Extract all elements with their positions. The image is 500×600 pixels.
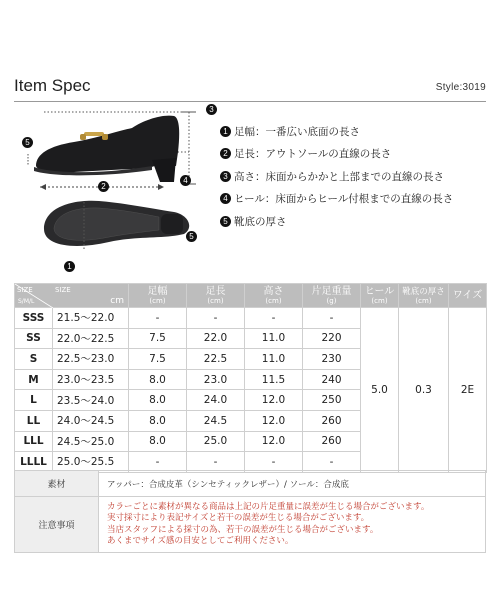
- note-line: カラーごとに素材が異なる商品は上記の片足重量に誤差が生じる場合がございます。: [107, 501, 430, 512]
- marker-3: 3: [206, 104, 217, 115]
- legend-item: [220, 165, 490, 188]
- height-cell: 11.0: [245, 349, 303, 370]
- shoe-illustration-area: [14, 104, 224, 274]
- height-cell: -: [245, 308, 303, 329]
- weight-cell: 240: [303, 369, 361, 390]
- corner-size-label: SIZE: [17, 286, 33, 294]
- width-cell: -: [129, 452, 187, 473]
- heel-cell: 5.0: [361, 308, 399, 473]
- notes-label: 注意事項: [15, 497, 99, 553]
- length-cell: 23.0: [187, 369, 245, 390]
- cm-cell: 25.0～25.5: [53, 452, 129, 473]
- height-cell: 12.0: [245, 390, 303, 411]
- length-cell: 22.0: [187, 328, 245, 349]
- cm-cell: 23.0～23.5: [53, 369, 129, 390]
- header-foot-width: 足幅 (cm): [129, 284, 187, 308]
- marker-1: 1: [64, 261, 75, 272]
- notes-text: [99, 497, 486, 553]
- weight-cell: 230: [303, 349, 361, 370]
- legend-text: 靴底の厚さ: [234, 215, 287, 228]
- header-weight: 片足重量 (g): [303, 284, 361, 308]
- size-spec-table: [14, 283, 487, 473]
- weight-cell: 250: [303, 390, 361, 411]
- width-cell: 8.0: [129, 390, 187, 411]
- height-cell: 11.0: [245, 328, 303, 349]
- wise-cell: 2E: [449, 308, 487, 473]
- shoe-side-view: [14, 104, 224, 274]
- width-cell: 8.0: [129, 431, 187, 452]
- legend-item: [220, 210, 490, 233]
- size-cell: L: [15, 390, 53, 411]
- weight-cell: -: [303, 452, 361, 473]
- corner-size-label-2: SIZE: [55, 286, 71, 294]
- size-cell: M: [15, 369, 53, 390]
- height-cell: 12.0: [245, 431, 303, 452]
- size-cell: SSS: [15, 308, 53, 329]
- number-badge: 5: [220, 216, 231, 227]
- legend-item: [220, 120, 490, 143]
- material-row: [15, 471, 486, 497]
- width-cell: 8.0: [129, 369, 187, 390]
- size-cell: LLL: [15, 431, 53, 452]
- number-badge: 2: [220, 148, 231, 159]
- measurement-legend: [220, 120, 490, 233]
- length-cell: 24.5: [187, 410, 245, 431]
- page-title: Item Spec: [14, 76, 91, 95]
- spec-header: [14, 76, 486, 100]
- table-row: [15, 308, 487, 329]
- length-cell: -: [187, 308, 245, 329]
- cm-cell: 22.5～23.0: [53, 349, 129, 370]
- legend-item: [220, 188, 490, 211]
- legend-text: 高さ：床面からかかと上部までの直線の長さ: [234, 170, 444, 183]
- length-cell: 25.0: [187, 431, 245, 452]
- cm-cell: 24.5～25.0: [53, 431, 129, 452]
- number-badge: 1: [220, 126, 231, 137]
- material-notes-table: [14, 470, 486, 553]
- length-cell: 24.0: [187, 390, 245, 411]
- note-line: 当店スタッフによる採寸の為、若干の誤差が生じる場合がございます。: [107, 524, 379, 535]
- cm-cell: 22.0～22.5: [53, 328, 129, 349]
- corner-size-sub: S/M/L: [18, 298, 35, 305]
- height-cell: 12.0: [245, 410, 303, 431]
- marker-5-top: 5: [22, 137, 33, 148]
- legend-text: 足長：アウトソールの直線の長さ: [234, 148, 392, 161]
- material-value: アッパー：合成皮革（シンセティックレザー）/ ソール：合成底: [99, 471, 486, 497]
- corner-unit: cm: [110, 296, 124, 306]
- length-cell: -: [187, 452, 245, 473]
- weight-cell: 220: [303, 328, 361, 349]
- number-badge: 4: [220, 193, 231, 204]
- width-cell: -: [129, 308, 187, 329]
- header-wise: ワイズ: [449, 284, 487, 308]
- size-cell: SS: [15, 328, 53, 349]
- length-cell: 22.5: [187, 349, 245, 370]
- size-cell: S: [15, 349, 53, 370]
- note-line: 実寸採寸により表記サイズと若干の誤差が生じる場合がございます。: [107, 513, 370, 523]
- legend-item: [220, 143, 490, 166]
- table-header-row: [15, 284, 487, 308]
- header-heel: ヒール (cm): [361, 284, 399, 308]
- cm-cell: 21.5～22.0: [53, 308, 129, 329]
- width-cell: 7.5: [129, 349, 187, 370]
- weight-cell: -: [303, 308, 361, 329]
- legend-text: 足幅：一番広い底面の長さ: [234, 125, 360, 138]
- notes-row: [15, 497, 486, 553]
- marker-2: 2: [98, 181, 109, 192]
- cm-cell: 24.0～24.5: [53, 410, 129, 431]
- size-cell: LLLL: [15, 452, 53, 473]
- weight-cell: 260: [303, 410, 361, 431]
- weight-cell: 260: [303, 431, 361, 452]
- size-cell: LL: [15, 410, 53, 431]
- header-divider: [14, 101, 486, 102]
- marker-5-bottom: 5: [186, 231, 197, 242]
- style-code: Style:3019: [435, 82, 486, 93]
- header-foot-length: 足長 (cm): [187, 284, 245, 308]
- width-cell: 7.5: [129, 328, 187, 349]
- header-height: 高さ (cm): [245, 284, 303, 308]
- sole-cell: 0.3: [399, 308, 449, 473]
- legend-text: ヒール：床面からヒール付根までの直線の長さ: [234, 193, 454, 206]
- width-cell: 8.0: [129, 410, 187, 431]
- height-cell: -: [245, 452, 303, 473]
- cm-cell: 23.5～24.0: [53, 390, 129, 411]
- note-line: あくまでサイズ感の目安としてご利用ください。: [107, 536, 294, 546]
- marker-4: 4: [180, 175, 191, 186]
- number-badge: 3: [220, 171, 231, 182]
- height-cell: 11.5: [245, 369, 303, 390]
- size-corner-header: [15, 284, 129, 308]
- material-label: 素材: [15, 471, 99, 497]
- header-sole: 靴底の厚さ (cm): [399, 284, 449, 308]
